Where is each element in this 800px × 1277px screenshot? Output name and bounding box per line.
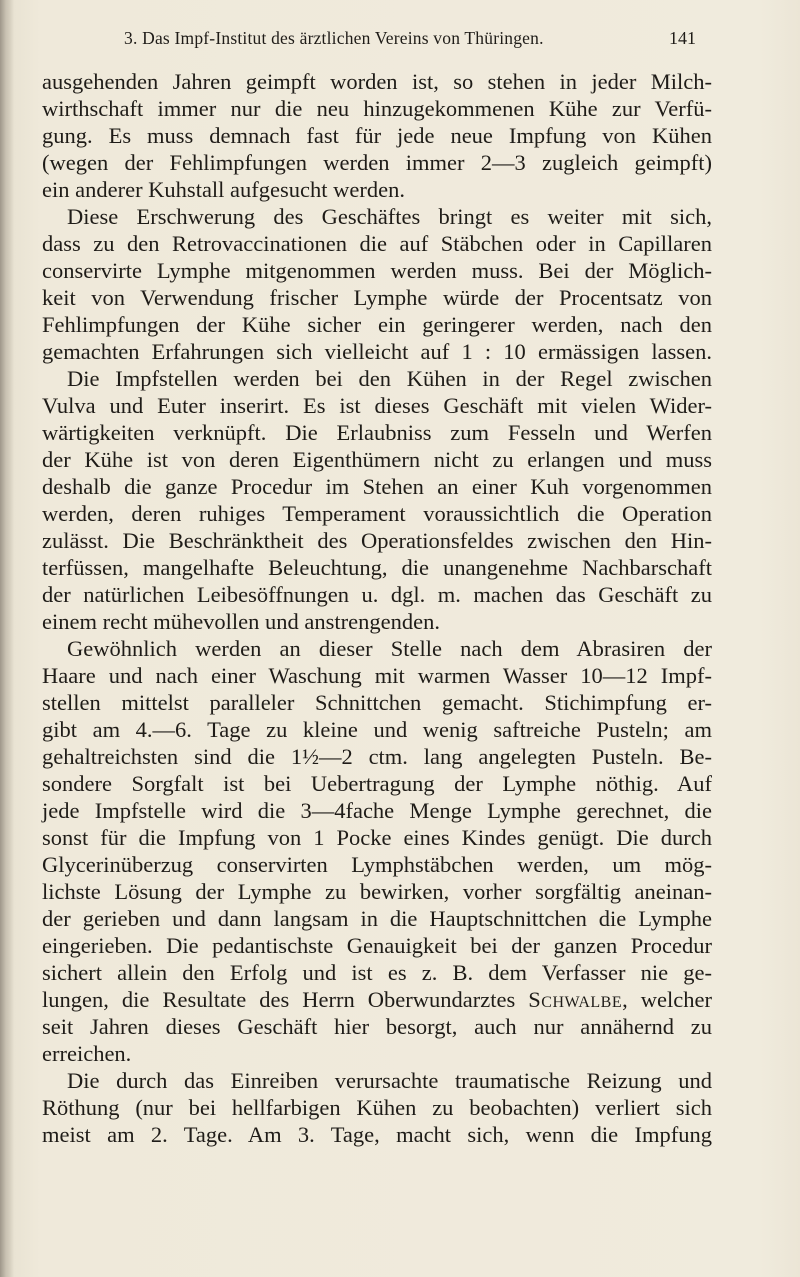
- text-line: gibt am 4.—6. Tage zu kleine und wenig saftreiche Pusteln; am: [42, 717, 712, 742]
- text-line: sonst für die Impfung von 1 Pocke eines Kindes genügt. Die durch: [42, 825, 712, 850]
- text-line: werden, deren ruhiges Temperament voraussichtlich die Operation: [42, 501, 712, 526]
- text-line: Glycerinüberzug conservirten Lymphstäbchen werden, um mög-: [42, 852, 712, 877]
- binding-shadow: [0, 0, 14, 1277]
- text-line: Haare und nach einer Waschung mit warmen Wasser 10—12 Impf-: [42, 663, 712, 688]
- text-line: conservirte Lymphe mitgenommen werden muss. Bei der Möglich-: [42, 258, 712, 283]
- text-line: ausgehenden Jahren geimpft worden ist, so stehen in jeder Milch-: [42, 69, 712, 94]
- text-line: dass zu den Retrovaccinationen die auf Stäbchen oder in Capillaren: [42, 231, 712, 256]
- text-line: einem recht mühevollen und anstrengenden.: [42, 609, 440, 634]
- text-line: Röthung (nur bei hellfarbigen Kühen zu beobachten) verliert sich: [42, 1095, 712, 1120]
- text-line: wärtigkeiten verknüpft. Die Erlaubniss zum Fesseln und Werfen: [42, 420, 712, 445]
- text-line: wirthschaft immer nur die neu hinzugekommenen Kühe zur Verfü-: [42, 96, 712, 121]
- text-line: gemachten Erfahrungen sich vielleicht auf 1 : 10 ermässigen lassen.: [42, 339, 712, 364]
- text-line: erreichen.: [42, 1041, 132, 1066]
- text-line: meist am 2. Tage. Am 3. Tage, macht sich, wenn die Impfung: [42, 1122, 712, 1147]
- person-name: Schwalbe: [528, 987, 623, 1012]
- text-line: sichert allein den Erfolg und ist es z. B. dem Verfasser nie ge-: [42, 960, 712, 985]
- text-line: gehaltreichsten sind die 1½—2 ctm. lang angelegten Pusteln. Be-: [42, 744, 712, 769]
- text-line: der gerieben und dann langsam in die Hauptschnittchen die Lymphe: [42, 906, 712, 931]
- text-line: Die durch das Einreiben verursachte traumatische Reizung und: [67, 1068, 712, 1093]
- text-line: Vulva und Euter inserirt. Es ist dieses Geschäft mit vielen Wider-: [42, 393, 712, 418]
- text-line: jede Impfstelle wird die 3—4fache Menge Lymphe gerechnet, die: [42, 798, 712, 823]
- running-title: 3. Das Impf-Institut des ärztlichen Vereins von Thüringen.: [124, 28, 544, 48]
- text-line: stellen mittelst paralleler Schnittchen gemacht. Stichimpfung er-: [42, 690, 712, 715]
- page-number: 141: [669, 28, 696, 48]
- text-line: (wegen der Fehlimpfungen werden immer 2—3 zugleich geimpft): [42, 150, 712, 175]
- running-head: [0, 28, 800, 58]
- text-line: lichste Lösung der Lymphe zu bewirken, vorher sorgfältig aneinan-: [42, 879, 712, 904]
- text-line: der Kühe ist von deren Eigenthümern nicht zu erlangen und muss: [42, 447, 712, 472]
- text-line: [42, 986, 712, 1013]
- text-line: sondere Sorgfalt ist bei Uebertragung der Lymphe nöthig. Auf: [42, 771, 712, 796]
- text-line: terfüssen, mangelhafte Beleuchtung, die unangenehme Nachbarschaft: [42, 555, 712, 580]
- text-line: Gewöhnlich werden an dieser Stelle nach dem Abrasiren der: [67, 636, 712, 661]
- text-line: gung. Es muss demnach fast für jede neue Impfung von Kühen: [42, 123, 712, 148]
- text-fragment: , welcher: [622, 987, 713, 1012]
- text-line: Diese Erschwerung des Geschäftes bringt es weiter mit sich,: [67, 204, 712, 229]
- text-line: Fehlimpfungen der Kühe sicher ein geringerer werden, nach den: [42, 312, 712, 337]
- text-fragment: lungen, die Resultate des Herrn Oberwundarztes: [42, 987, 529, 1012]
- text-line: deshalb die ganze Procedur im Stehen an einer Kuh vorgenommen: [42, 474, 712, 499]
- text-line: Die Impfstellen werden bei den Kühen in der Regel zwischen: [67, 366, 712, 391]
- text-line: eingerieben. Die pedantischste Genauigkeit bei der ganzen Procedur: [42, 933, 712, 958]
- text-line: keit von Verwendung frischer Lymphe würde der Procentsatz von: [42, 285, 712, 310]
- text-line: seit Jahren dieses Geschäft hier besorgt, auch nur annähernd zu: [42, 1014, 712, 1039]
- text-line: der natürlichen Leibesöffnungen u. dgl. m. machen das Geschäft zu: [42, 582, 712, 607]
- text-line: zulässt. Die Beschränktheit des Operationsfeldes zwischen den Hin-: [42, 528, 712, 553]
- text-line: ein anderer Kuhstall aufgesucht werden.: [42, 177, 405, 202]
